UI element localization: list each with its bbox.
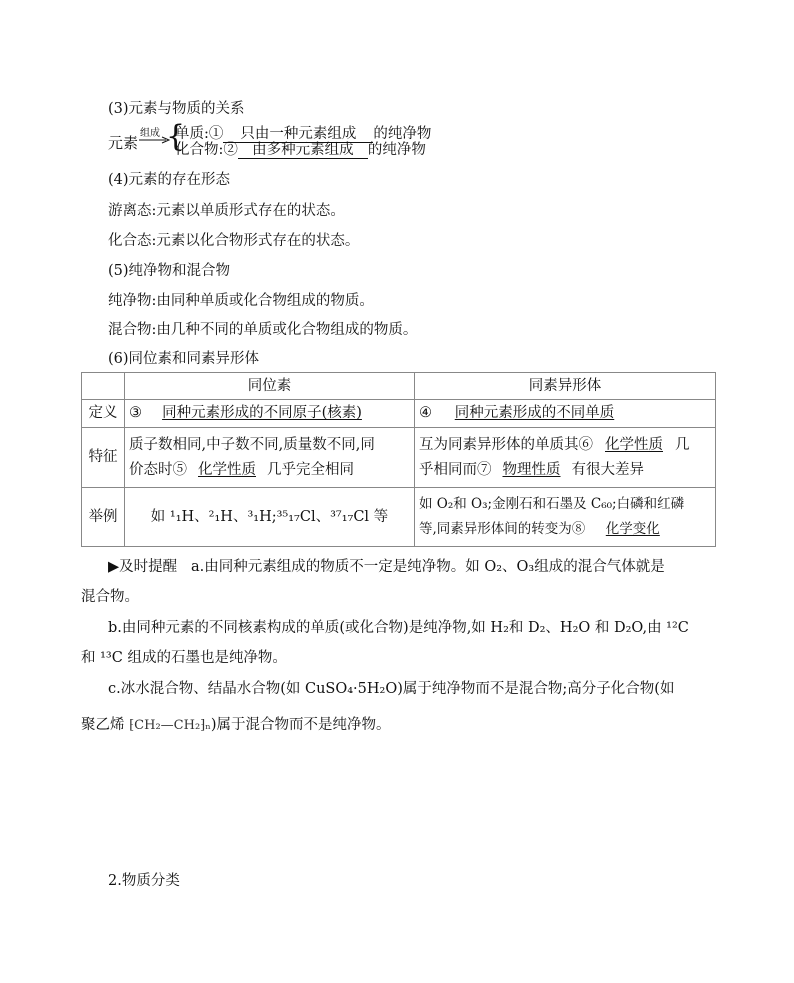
element-label: 元素 [108,134,139,152]
allotrope-feature-prefix2: 乎相同而⑦ [419,461,492,478]
isotope-feature-line2 [129,458,410,483]
allotrope-feature-suffix2: 有很大差异 [571,461,644,478]
blank-4: 同种元素形成的不同单质 [454,405,615,421]
allotrope-feature-prefix1: 互为同素异形体的单质其⑥ [419,436,593,453]
section5-heading: (5)纯净物和混合物 [108,263,231,279]
simple-substance-line [175,126,431,143]
header-isotope: 同位素 [125,373,415,400]
simple-substance-prefix: 单质:① [175,126,224,142]
compound-line [175,142,426,159]
tip-a-line2: 混合物。 [81,589,139,605]
circled-3: ③ [129,405,142,421]
tip-c-suffix: )属于混合物而不是纯净物。 [210,717,391,733]
pure-substance-text: 纯净物:由同种单质或化合物组成的物质。 [108,293,374,309]
allotrope-feature-line1 [419,433,711,458]
table-row-definition [82,400,716,428]
table-row-example [82,488,716,547]
cell-allotrope-feature [415,428,716,488]
tip-b-line2: 和 ¹³C 组成的石墨也是纯净物。 [81,650,287,666]
cell-allotrope-example [415,488,716,547]
cell-allotrope-definition [415,400,716,428]
table-row-feature [82,428,716,488]
allotrope-feature-suffix1: 几 [675,436,690,453]
simple-substance-suffix: 的纯净物 [373,126,432,142]
brace-icon: { [166,119,186,154]
section6-heading: (6)同位素和同素异形体 [108,351,260,367]
free-state-text: 游离态:元素以单质形式存在的状态。 [108,203,345,219]
tip-c-line1: c.冰水混合物、结晶水合物(如 CuSO₄·5H₂O)属于纯净物而不是混合物;高分子化合物(如 [108,681,675,697]
combined-state-text: 化合态:元素以化合物形式存在的状态。 [108,233,360,249]
allotrope-example-line2 [419,517,711,542]
mixture-text: 混合物:由几种不同的单质或化合物组成的物质。 [108,322,418,338]
table-corner-cell [82,373,125,400]
polyethylene-formula: ⁅CH₂—CH₂⁆ₙ [129,718,211,733]
blank-7: 物理性质 [502,461,561,478]
circled-4: ④ [419,405,432,421]
cell-isotope-example: 如 ¹₁H、²₁H、³₁H;³⁵₁₇Cl、³⁷₁₇Cl 等 [125,488,415,547]
blank-5: 化学性质 [198,461,256,478]
tip-a-line1 [108,556,665,578]
cell-isotope-definition [125,400,415,428]
isotope-feature-line1: 质子数相同,中子数不同,质量数不同,同 [129,436,375,453]
tip-a-text: a.由同种元素组成的物质不一定是纯净物。如 O₂、O₃组成的混合气体就是 [190,559,665,575]
isotope-feature-suffix: 几乎完全相同 [267,461,354,478]
allotrope-example-line1: 如 O₂和 O₃;金刚石和石墨及 C₆₀;白磷和红磷 [419,496,685,512]
row-label-definition: 定义 [82,400,125,428]
blank-6: 化学性质 [605,436,663,453]
cell-isotope-feature [125,428,415,488]
section2-heading: 2.物质分类 [108,873,180,889]
row-label-feature: 特征 [82,428,125,488]
row-label-example: 举例 [82,488,125,547]
compound-suffix: 的纯净物 [367,142,426,158]
compound-prefix: 化合物:② [175,142,238,158]
blank-1: 只由一种元素组成 [223,126,373,143]
tip-label: ▶及时提醒 [108,559,178,575]
blank-8: 化学变化 [605,521,660,537]
section3-heading: (3)元素与物质的关系 [108,101,245,117]
tip-c-prefix: 聚乙烯 [81,717,125,733]
blank-2: 由多种元素组成 [238,142,368,159]
allotrope-feature-line2 [419,458,711,483]
table-header-row [82,373,716,400]
section4-heading: (4)元素的存在形态 [108,172,231,188]
blank-3: 同种元素形成的不同原子(核素) [162,405,362,421]
arrow-label: 组成 [140,128,160,139]
header-allotrope: 同素异形体 [415,373,716,400]
isotope-feature-prefix: 价态时⑤ [129,461,187,478]
allotrope-example-prefix: 等,同素异形体间的转变为⑧ [419,521,586,537]
tip-c-line2 [81,714,391,737]
isotope-allotrope-table [81,372,716,547]
tip-b-line1: b.由同种元素的不同核素构成的单质(或化合物)是纯净物,如 H₂和 D₂、H₂O 和 D₂O,由 ¹²C [108,620,689,636]
